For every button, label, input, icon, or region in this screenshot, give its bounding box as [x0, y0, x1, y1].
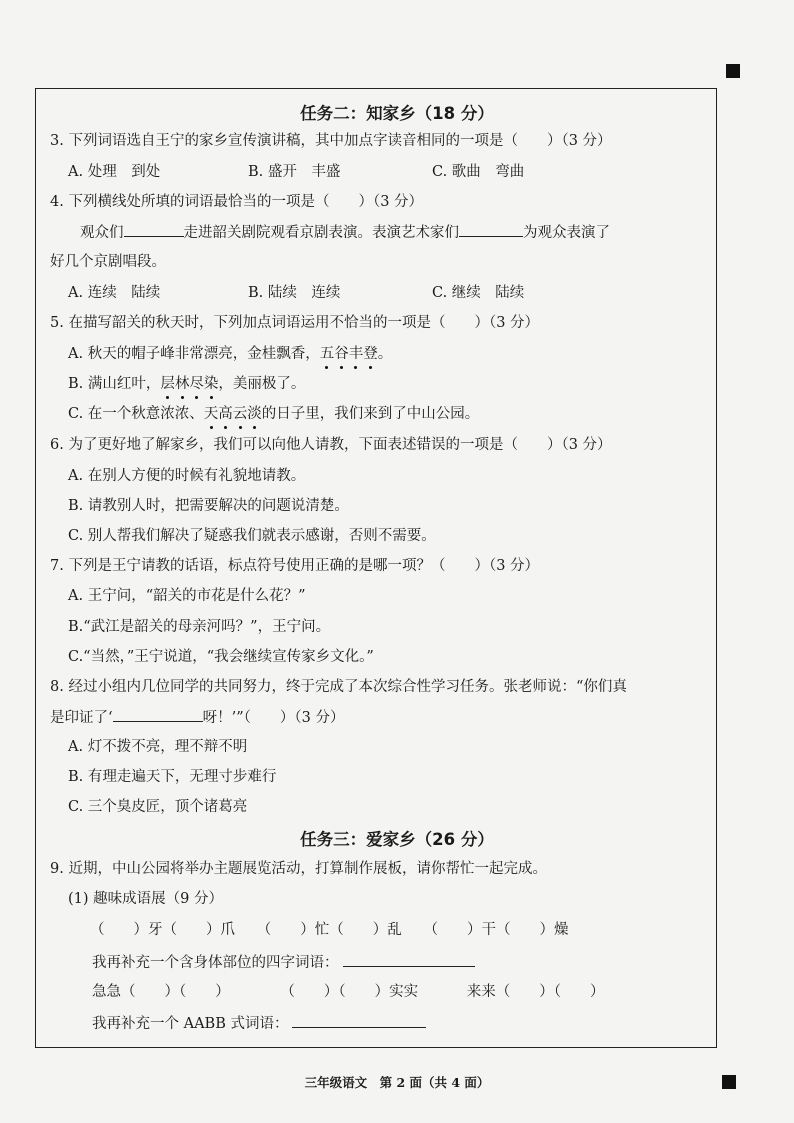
dotted-char: 高	[218, 406, 233, 422]
dotted-char: 林	[174, 376, 190, 392]
dotted-word	[204, 406, 262, 422]
q4-text-c: 为观众表演了	[523, 225, 610, 241]
q9-subtitle: (1) 趣味成语展（9 分）	[68, 891, 223, 907]
dotted-char: 天	[203, 406, 219, 422]
q6-option-a: A. 在别人方便的时候有礼貌地请教。	[68, 468, 306, 484]
q6-stem: 6. 为了更好地了解家乡，我们可以向他人请教，下面表述错误的一项是（ ）（3 分）	[50, 437, 612, 453]
q8-option-c: C. 三个臭皮匠，顶个诸葛亮	[68, 799, 248, 815]
corner-marker	[726, 64, 740, 78]
q9-idiom-row2	[92, 982, 604, 1002]
q4-text-b: 走进韶关剧院观看京剧表演。表演艺术家们	[183, 225, 459, 241]
q8-option-a: A. 灯不拨不亮，理不辩不明	[68, 739, 248, 755]
corner-marker	[722, 1075, 736, 1089]
q8-stem-line1: 8. 经过小组内几位同学的共同努力，终于完成了本次综合性学习任务。张老师说：“你们真	[50, 679, 627, 695]
option-text: ，美丽极了。	[218, 376, 306, 392]
q5-option-b	[68, 374, 305, 394]
stem-text: 呀！’”（ ）（3 分）	[202, 710, 345, 726]
dotted-char: 染	[203, 376, 219, 392]
option-text: B. 满山红叶，	[68, 376, 161, 392]
dotted-char: 层	[160, 376, 175, 392]
q5-option-a	[68, 344, 392, 364]
blank-line	[459, 222, 523, 237]
dotted-char: 丰	[348, 346, 364, 362]
q8-stem-line2	[50, 707, 344, 728]
dotted-char: 云	[232, 406, 248, 422]
dotted-char: 登	[363, 346, 378, 362]
q3-option-b: B. 盛开 丰盛	[248, 164, 341, 180]
q4-option-c: C. 继续 陆续	[432, 285, 525, 301]
q4-passage-line2: 好几个京剧唱段。	[50, 254, 166, 270]
q5-option-c	[68, 404, 479, 424]
task2-heading: 任务二：知家乡（18 分）	[300, 104, 494, 123]
q4-text-a: 观众们	[80, 225, 124, 241]
page-footer: 三年级语文 第 2 面（共 4 面）	[304, 1075, 490, 1090]
dotted-char: 五	[319, 346, 335, 362]
q9-fill-line1	[92, 952, 475, 973]
q5-stem: 5. 在描写韶关的秋天时，下列加点词语运用不恰当的一项是（ ）（3 分）	[50, 315, 540, 331]
option-text: 的日子里，我们来到了中山公园。	[261, 406, 480, 422]
q7-option-b: B.“武江是韶关的母亲河吗？”，王宁问。	[68, 619, 331, 635]
answer-blank[interactable]	[292, 1013, 426, 1028]
dotted-word	[160, 376, 218, 392]
dotted-char: 谷	[334, 346, 349, 362]
q9-fill-line2	[92, 1013, 426, 1034]
idiom-blank: （ ）（ ）实实	[280, 984, 419, 1000]
answer-blank[interactable]	[343, 952, 475, 967]
q6-option-c: C. 别人帮我们解决了疑惑我们就表示感谢，否则不需要。	[68, 528, 436, 544]
q3-option-a: A. 处理 到处	[68, 164, 161, 180]
q9-stem: 9. 近期，中山公园将举办主题展览活动，打算制作展板，请你帮忙一起完成。	[50, 861, 547, 877]
blank-line	[124, 222, 184, 237]
q4-stem: 4. 下列横线处所填的词语最恰当的一项是（ ）（3 分）	[50, 194, 424, 210]
option-text: 。	[377, 346, 393, 362]
dotted-char: 尽	[189, 376, 204, 392]
task3-heading: 任务三：爱家乡（26 分）	[300, 830, 494, 849]
dotted-char: 淡	[247, 406, 262, 422]
q4-passage-line1	[80, 222, 610, 243]
q7-option-c: C.“当然，”王宁说道，“我会继续宣传家乡文化。”	[68, 649, 374, 665]
q3-option-c: C. 歌曲 弯曲	[432, 164, 525, 180]
idiom-blank: 来来（ ）（ ）	[466, 984, 605, 1000]
option-text: A. 秋天的帽子峰非常漂亮，金桂飘香，	[68, 346, 320, 362]
q7-stem: 7. 下列是王宁请教的话语，标点符号使用正确的是哪一项？（ ）（3 分）	[50, 558, 540, 574]
q9-idiom-row1: （ ）牙（ ）爪 （ ）忙（ ）乱 （ ）干（ ）燥	[90, 922, 569, 938]
q6-option-b: B. 请教别人时，把需要解决的问题说清楚。	[68, 498, 349, 514]
q4-option-b: B. 陆续 连续	[248, 285, 341, 301]
q7-option-a: A. 王宁问，“韶关的市花是什么花？”	[68, 588, 306, 604]
prompt-text: 我再补充一个含身体部位的四字词语：	[92, 955, 339, 971]
q8-option-b: B. 有理走遍天下，无理寸步难行	[68, 769, 277, 785]
blank-line	[113, 707, 203, 722]
idiom-blank: 急急（ ）（ ）	[92, 984, 230, 1000]
prompt-text: 我再补充一个 AABB 式词语：	[92, 1016, 289, 1032]
dotted-word	[320, 346, 378, 362]
option-text: C. 在一个秋意浓浓、	[68, 406, 204, 422]
q4-option-a: A. 连续 陆续	[68, 285, 161, 301]
stem-text: 是印证了‘	[50, 710, 113, 726]
q3-stem: 3. 下列词语选自王宁的家乡宣传演讲稿，其中加点字读音相同的一项是（ ）（3 分）	[50, 133, 612, 149]
